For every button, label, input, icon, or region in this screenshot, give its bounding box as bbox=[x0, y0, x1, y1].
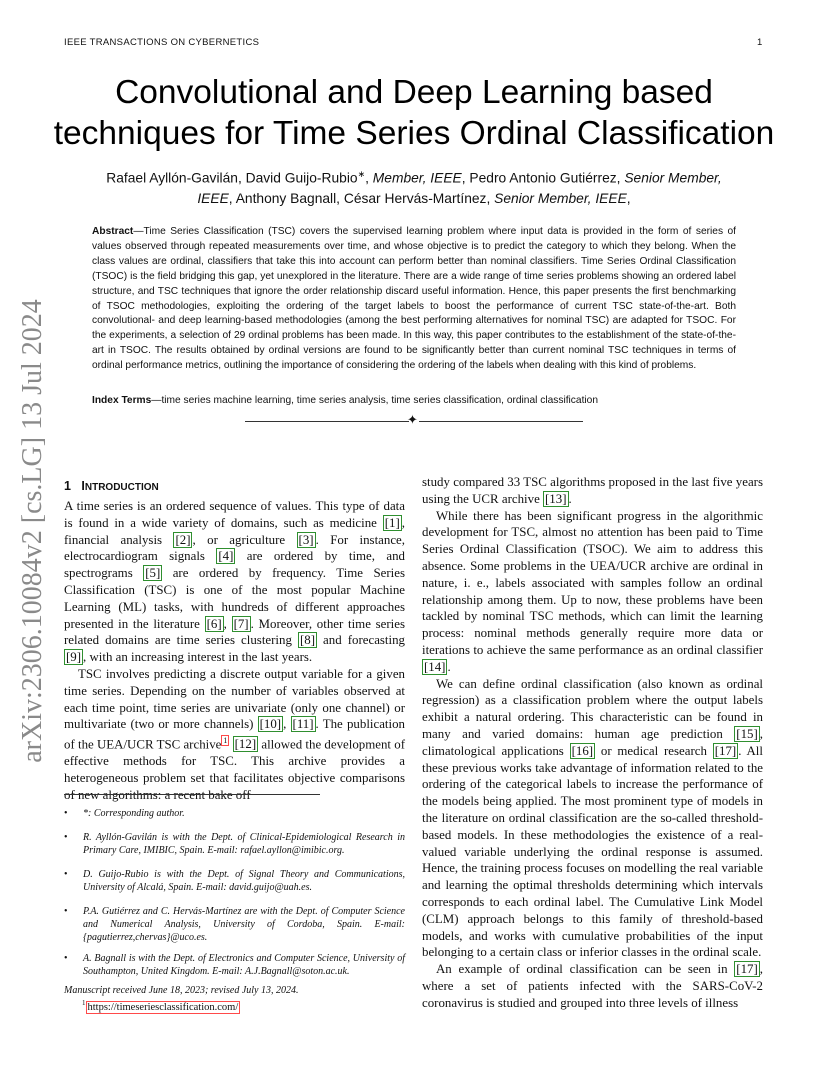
membership-3: Senior Member, IEEE bbox=[494, 190, 627, 206]
footnote-item bbox=[64, 952, 405, 980]
text: and forecasting bbox=[316, 633, 405, 648]
citation-link[interactable]: [3] bbox=[298, 532, 314, 547]
abstract-text: —Time Series Classification (TSC) covers the supervised learning problem where input data is provided in the form of series of values observed through repeated measurements over time, and whose objective is to predict the category to which they belong. When the class values are ordinal, classifiers that take this into account can perform better than nominal classifiers. Time Series Ordinal Classification (TSOC) is the field bridging this gap, yet unexplored in the literature. There are a wide range of time series problems showing an ordered label structure, and TSC techniques that ignore the order relationship discard useful information. Hence, this paper presents the first benchmarking of TSOC methodologies, exploiting the ordering of the target labels to boost the performance of current TSC state-of-the-art. Both convolutional- and deep learning-based methodologies (among the best performing alternatives for nominal TSC) are adapted for TSOC. For the experiments, a selection of 29 ordinal problems has been made. In this way, this paper contributes to the establishment of the state-of-the-art in TSOC. The results obtained by ordinal versions are found to be significantly better than current nominal TSC techniques in terms of ordinal performance metrics, outlining the importance of considering the ordering of the labels when dealing with this kind of problems. bbox=[92, 226, 736, 372]
citation-link[interactable]: [14] bbox=[424, 659, 446, 674]
paragraph bbox=[64, 498, 405, 666]
footnote-rule bbox=[64, 794, 320, 795]
paragraph bbox=[422, 474, 763, 508]
authors-part-3: , Anthony Bagnall, César Hervás-Martínez, bbox=[228, 190, 495, 206]
text: An example of ordinal classification can be seen in bbox=[436, 962, 735, 977]
citation-link[interactable]: [12] bbox=[234, 737, 257, 752]
section-number: 1 bbox=[64, 479, 71, 493]
footnote-link[interactable]: 1 bbox=[223, 736, 228, 746]
index-terms-text: —time series machine learning, time series analysis, time series classification, ordinal classification bbox=[151, 395, 598, 406]
citation-link[interactable]: [13] bbox=[545, 491, 567, 506]
text: . bbox=[447, 659, 451, 674]
text: A time series is an ordered sequence of values. This type of data is found in a wide variety of domains, such as medicine bbox=[64, 499, 405, 530]
footnote-item bbox=[64, 868, 405, 896]
paragraph bbox=[422, 961, 763, 1011]
citation-link[interactable]: [10] bbox=[259, 717, 282, 732]
citation-link[interactable]: [17] bbox=[714, 743, 737, 758]
text: , climatological applications bbox=[422, 726, 763, 758]
text: are ordered by frequency. Time Series Classification (TSC) is one of the most popular Machine Learning (ML) tasks, with hundreds of different approaches presented in the literature bbox=[64, 566, 405, 631]
right-column bbox=[422, 474, 763, 1012]
bullet-icon: • bbox=[64, 953, 68, 964]
paragraph bbox=[64, 666, 405, 804]
citation-link[interactable]: [5] bbox=[145, 566, 161, 581]
corresponding-mark: ∗ bbox=[357, 169, 366, 179]
title-line-1: Convolutional and Deep Learning based bbox=[115, 74, 713, 111]
footnote-item bbox=[64, 831, 405, 859]
citation-link[interactable]: [17] bbox=[736, 962, 758, 977]
text: , financial analysis bbox=[64, 515, 405, 547]
left-column bbox=[64, 498, 405, 804]
text: . The publication of the UEA/UCR TSC archive bbox=[64, 717, 405, 752]
bullet-icon: • bbox=[64, 869, 68, 880]
section-title-rest: NTRODUCTION bbox=[84, 482, 159, 493]
text: . Moreover, other time series related domains are time series clustering bbox=[64, 616, 405, 648]
citation-link[interactable]: [7] bbox=[233, 616, 249, 631]
bullet-icon: • bbox=[64, 906, 68, 917]
divider-left bbox=[245, 421, 409, 422]
paper-title bbox=[40, 72, 788, 154]
text: While there has been significant progress in the algorithmic development for TSC, almost no attention has been paid to Time Series Ordinal Classification (TSOC). We aim to address this absence. Some problems in the UEA/UCR archive are ordinal in nature, i. e., labels associated with samples follow an ordinal relationship among them. Up to now, these problems have been tackled by nominal TSC methods, which can limit the learning process: nominal methods generally require more data or iterations to achieve the same performance as an ordinal classifier bbox=[422, 508, 763, 657]
footnote-item bbox=[64, 807, 405, 821]
paragraph bbox=[422, 676, 763, 962]
authors-part-2: , Pedro Antonio Gutiérrez, bbox=[461, 170, 625, 186]
text: study compared 33 TSC algorithms proposed in the last five years using the UCR archive bbox=[422, 475, 763, 506]
manuscript-note: Manuscript received June 18, 2023; revised July 13, 2024. bbox=[64, 985, 299, 996]
page-number: 1 bbox=[757, 37, 763, 48]
text: , bbox=[283, 717, 291, 732]
journal-header: IEEE TRANSACTIONS ON CYBERNETICS bbox=[64, 37, 260, 48]
text: are ordered by time, and spectrograms bbox=[64, 549, 405, 581]
url-footnote bbox=[82, 997, 240, 1014]
citation-link[interactable]: [1] bbox=[384, 515, 400, 530]
text: . For instance, electrocardiogram signals bbox=[64, 532, 405, 564]
divider-diamond-icon: ✦ bbox=[407, 412, 418, 427]
authors-part-1: Rafael Ayllón-Gavilán, David Guijo-Rubio bbox=[106, 170, 358, 186]
text: , where a set of patients infected with the SARS-CoV-2 coronavirus is studied and grouped into three levels of illness bbox=[422, 962, 763, 1010]
footnote-number: 1 bbox=[82, 999, 86, 1007]
membership-1: Member, IEEE bbox=[372, 170, 462, 186]
text: or medical research bbox=[595, 743, 713, 758]
text: , bbox=[223, 616, 232, 631]
membership-2b: IEEE bbox=[197, 190, 229, 206]
citation-link[interactable]: [15] bbox=[736, 726, 758, 741]
footnote-text: R. Ayllón-Gavilán is with the Dept. of Clinical-Epidemiological Research in Primary Care, IMIBIC, Spain. E-mail: rafael.ayllon@imibic.org. bbox=[83, 832, 405, 856]
text: , with an increasing interest in the last years. bbox=[83, 650, 313, 665]
citation-link[interactable]: [8] bbox=[299, 633, 315, 648]
membership-2: Senior Member, bbox=[624, 170, 722, 186]
text: TSC involves predicting a discrete output variable for a given time series. Depending on the number of variables observed at each time point, time series are univariate (only one channel) or multivariate (two or more channels) bbox=[64, 666, 405, 732]
citation-link[interactable]: [16] bbox=[571, 743, 594, 758]
citation-link[interactable]: [9] bbox=[66, 650, 82, 665]
footnote-text: *: Corresponding author. bbox=[83, 808, 185, 819]
author-list bbox=[70, 164, 758, 209]
text: allowed the development of effective methods for TSC. This archive provides a heterogeneous problem set that facilitates objective comparisons bbox=[64, 737, 405, 786]
citation-link[interactable]: [2] bbox=[175, 532, 191, 547]
citation-link[interactable]: [6] bbox=[206, 616, 222, 631]
bullet-icon: • bbox=[64, 832, 68, 843]
paragraph bbox=[422, 508, 763, 676]
divider-right bbox=[419, 421, 583, 422]
authors-part-4: , bbox=[626, 190, 631, 206]
arxiv-sidebar bbox=[6, 296, 60, 766]
citation-link[interactable]: [11] bbox=[292, 717, 314, 732]
abstract-label: Abstract bbox=[92, 226, 134, 237]
footnote-text: D. Guijo-Rubio is with the Dept. of Signal Theory and Communications, University of Alcalá, Spain. E-mail: david.guijo@uah.es. bbox=[83, 869, 405, 893]
index-terms-label: Index Terms bbox=[92, 395, 152, 406]
archive-url-link[interactable]: https://timeseriesclassification.com/ bbox=[87, 1001, 239, 1013]
text: We can define ordinal classification (also known as ordinal regression) as a classification problem where the output labels exhibit a natural ordering. This characteristic can be found in many and varied domains: human age prediction bbox=[422, 676, 763, 741]
footnote-text: P.A. Gutiérrez and C. Hervás-Martínez are with the Dept. of Computer Science and Numerical Analysis, University of Cordoba, Spain. E-mail: {pagutierrez,chervas}@uco.es. bbox=[83, 906, 405, 943]
text: , or agriculture bbox=[192, 532, 297, 547]
text: . All these previous works take advantage of information related to the ordering of the categorical labels to increase the performance of the models being applied. The most prominent type of models in the literature on ordinal classification are the so-called threshold-based models. In these methodologies the existence of a real-valued variable underlying the ordinal response is assumed. Hence, the training process focuses on modelling the real variable and learning the optimal thresholds determining which intervals corresponds to each ordinal label. The Cumulative Link Model (CLM) approach belongs to this family of threshold-based models, and works with cumulative probabilities of the input belonging to a certain class or inferior classes in the ordinal scale. bbox=[422, 743, 763, 960]
title-line-2: techniques for Time Series Ordinal Classification bbox=[53, 115, 775, 152]
citation-link[interactable]: [4] bbox=[218, 549, 234, 564]
authors-separator: , bbox=[365, 170, 373, 186]
bullet-icon: • bbox=[64, 808, 68, 819]
text: . bbox=[568, 491, 572, 506]
abstract bbox=[92, 225, 736, 374]
footnote-text: A. Bagnall is with the Dept. of Electronics and Computer Science, University of Southampton, United Kingdom. E-mail: A.J.Bagnall@soton.ac.uk. bbox=[83, 953, 405, 977]
footnote-item bbox=[64, 905, 405, 947]
section-heading bbox=[64, 479, 159, 493]
index-terms bbox=[92, 394, 736, 408]
arxiv-stamp: arXiv:2306.10084v2 [cs.LG] 13 Jul 2024 bbox=[17, 299, 48, 763]
section-title-initial: I bbox=[81, 479, 85, 493]
